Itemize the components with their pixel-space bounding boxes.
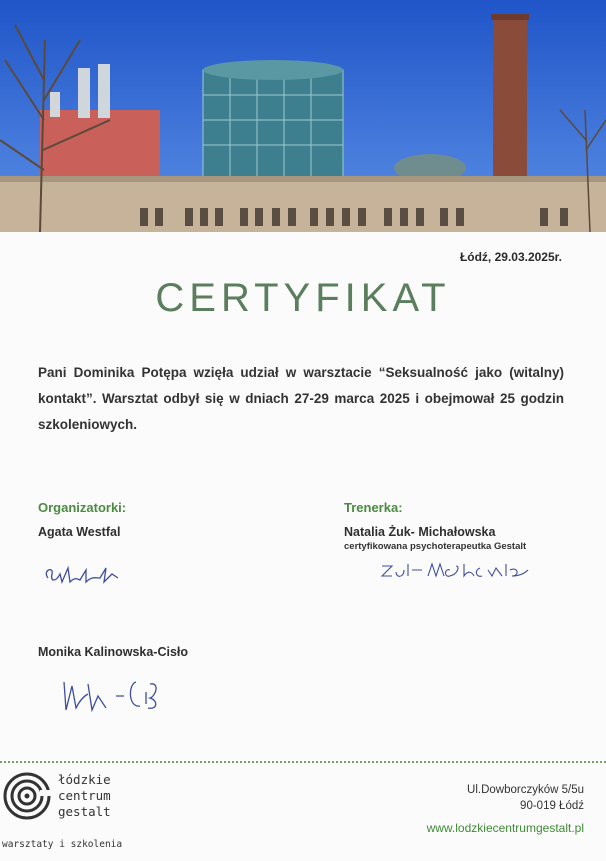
certificate-title: CERTYFIKAT xyxy=(155,276,451,320)
footer-divider xyxy=(0,761,606,763)
trainer-role: certyfikowana psychoterapeutka Gestalt xyxy=(344,541,527,552)
trainer-heading: Trenerka: xyxy=(344,500,403,515)
address-city: 90-019 Łódź xyxy=(520,800,584,812)
organizer-signature-1 xyxy=(40,560,130,595)
trainer-signature xyxy=(378,558,538,587)
issue-date: Łódź, 29.03.2025r. xyxy=(459,250,562,264)
website-link[interactable]: www.lodzkiecentrumgestalt.pl xyxy=(426,821,584,835)
address-street: Ul.Dowborczyków 5/5u xyxy=(467,784,584,796)
certificate-body-text: Pani Dominika Potępa wzięła udział w warsztacie “Seksualność jako (witalny) kontakt”. Warsztat odbył się w dniach 27-29 marca 2025 i obejmował 25 godzin szkoleniowych. xyxy=(38,365,564,432)
gestalt-spiral-logo-icon xyxy=(2,768,52,829)
organizers-heading: Organizatorki: xyxy=(38,500,127,515)
logo-line-1: łódzkie xyxy=(58,772,111,787)
header-photo xyxy=(0,0,606,232)
logo-tagline: warsztaty i szkolenia xyxy=(2,839,123,850)
organizer-signature-2 xyxy=(58,672,168,722)
logo-text xyxy=(58,772,111,820)
logo-line-3: gestalt xyxy=(58,804,111,819)
logo-line-2: centrum xyxy=(58,788,111,803)
trainer-name: Natalia Żuk- Michałowska xyxy=(344,525,496,539)
organizer-name-1: Agata Westfal xyxy=(38,525,121,539)
organizer-name-2: Monika Kalinowska-Cisło xyxy=(38,645,189,659)
